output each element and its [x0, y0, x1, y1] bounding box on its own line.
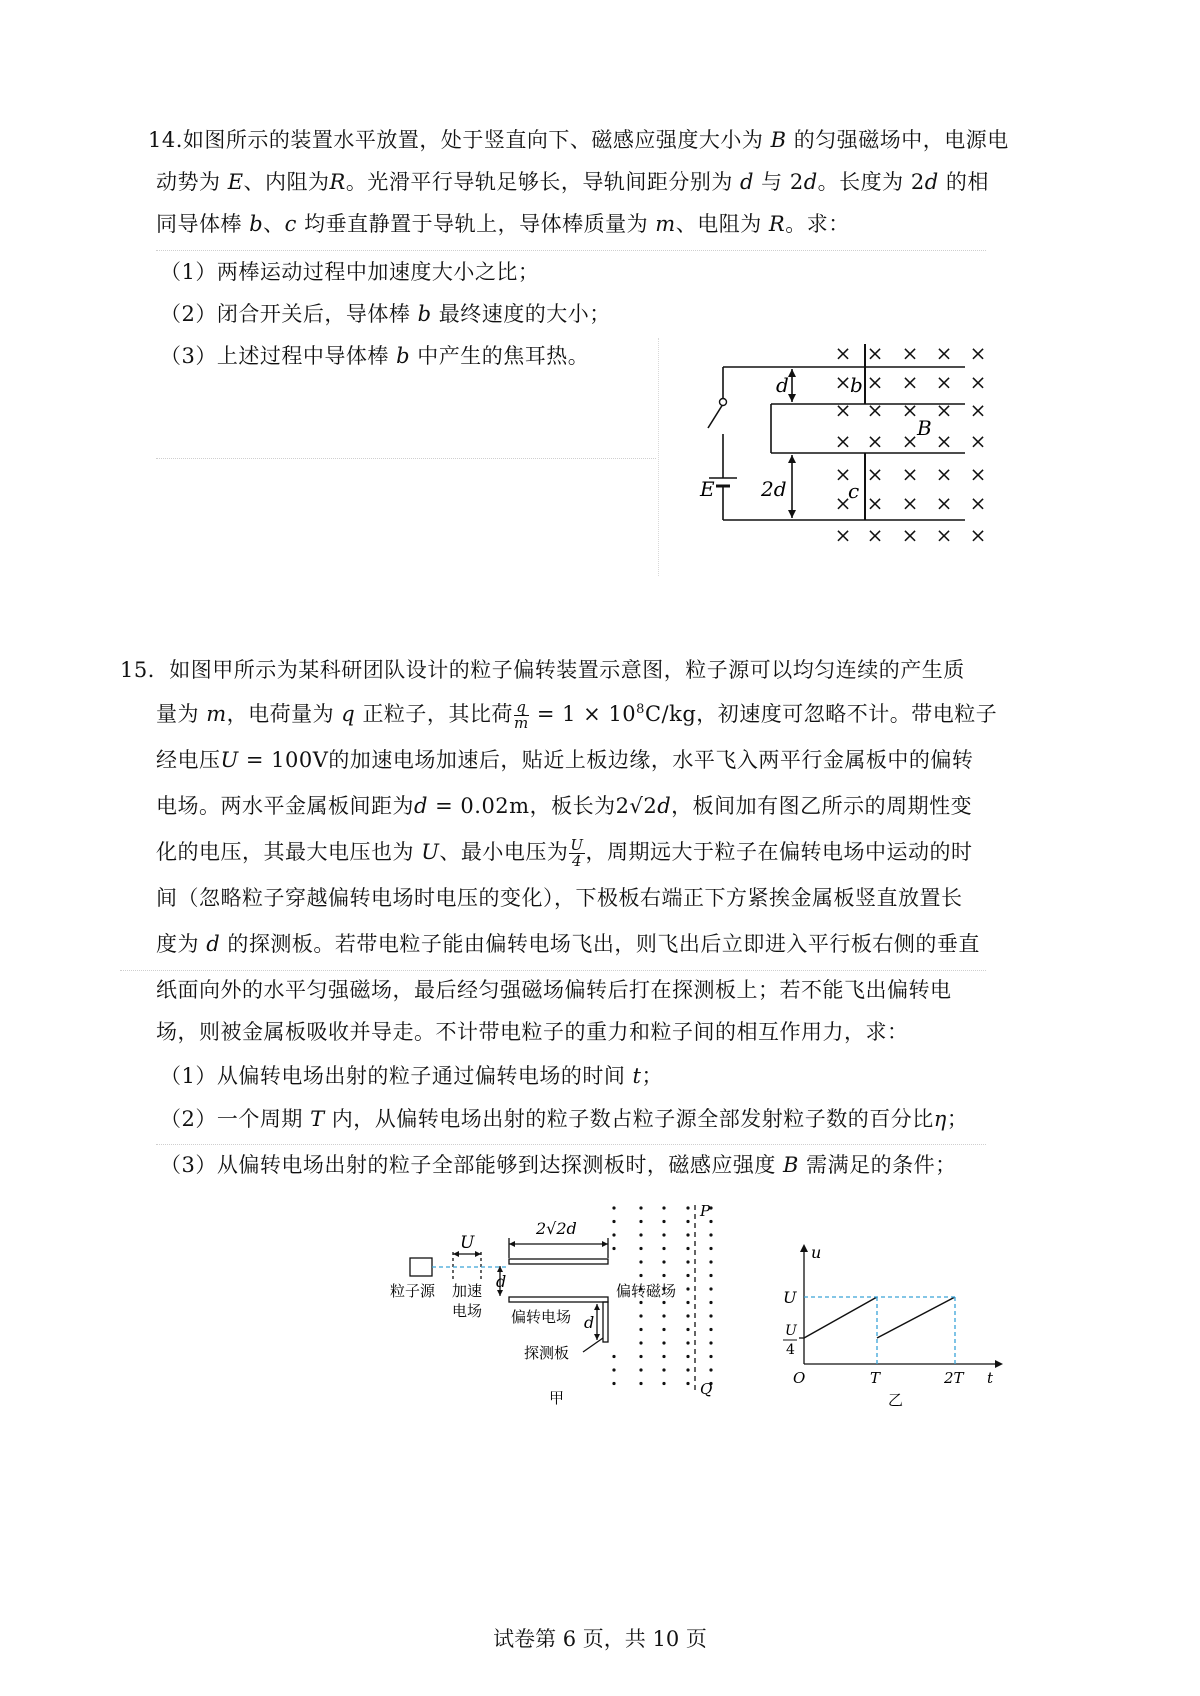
q15-l5b: 、最小电压为: [439, 840, 569, 864]
sym-B: B: [770, 128, 787, 152]
q14-s3a: （3）上述过程中导体棒: [160, 344, 389, 368]
q14-l2d: 与 2: [761, 170, 804, 194]
label-accel-1: 加速: [452, 1282, 483, 1300]
q14-l3a: 同导体棒: [156, 212, 242, 236]
q15-l4c: ，板间加有图乙所示的周期性变: [671, 794, 973, 818]
q15-l2d: = 1 × 10: [536, 702, 637, 726]
label-P: P: [700, 1202, 711, 1220]
field-cross-icon: ×: [901, 491, 919, 515]
caption-jia: 甲: [549, 1389, 565, 1407]
sym-R: R: [768, 212, 786, 236]
q15-s1b: ；: [641, 1064, 663, 1088]
field-cross-icon: ×: [935, 341, 953, 365]
q14-l3d: 。求：: [785, 212, 850, 236]
field-cross-icon: ×: [834, 341, 852, 365]
label-b: b: [850, 373, 863, 397]
caption-yi: 乙: [888, 1391, 904, 1409]
label-U-max: U: [783, 1288, 797, 1307]
frac-den: 4: [571, 852, 582, 870]
q15-l7a: 度为: [156, 932, 199, 956]
label-E: E: [700, 477, 715, 501]
q14-line-3: 同导体棒 b、c 均垂直静置于导轨上，导体棒质量为 m、电阻为 R。求：: [156, 212, 850, 236]
q14-l1-text: 14.如图所示的装置水平放置，处于竖直向下、磁感应强度大小为: [148, 128, 764, 152]
sym-U: U: [220, 748, 239, 772]
sym-d: d: [206, 932, 221, 956]
sym-m: m: [655, 212, 676, 236]
label-U: U: [460, 1233, 475, 1253]
q15-l2a: 量为: [156, 702, 199, 726]
sym-d: d: [657, 794, 672, 818]
field-cross-icon: ×: [901, 341, 919, 365]
q15-s2b: 内，从偏转电场出射的粒子数占粒子源全部发射粒子数的百分比: [331, 1107, 934, 1131]
field-cross-icon: ×: [935, 462, 953, 486]
q15-l8: 纸面向外的水平匀强磁场，最后经匀强磁场偏转后打在探测板上；若不能飞出偏转电: [156, 978, 952, 1002]
label-particle-source: 粒子源: [390, 1282, 436, 1300]
q14-l3c: 、电阻为: [675, 212, 762, 236]
label-d-gap: d: [496, 1272, 507, 1291]
q14-l2f: 的相: [945, 170, 989, 194]
q15-l2b: ，电荷量为: [226, 702, 335, 726]
q15-l1: 15．如图甲所示为某科研团队设计的粒子偏转装置示意图，粒子源可以均匀连续的产生质: [120, 658, 965, 682]
q15-s1a: （1）从偏转电场出射的粒子通过偏转电场的时间: [160, 1064, 626, 1088]
q15-l5a: 化的电压，其最大电压也为: [156, 840, 414, 864]
field-cross-icon: ×: [901, 523, 919, 547]
q15-l2c: 正粒子，其比荷: [362, 702, 513, 726]
q15-l2sup: 8: [636, 702, 645, 717]
field-cross-icon: ×: [935, 523, 953, 547]
sym-d: d: [924, 170, 939, 194]
field-cross-icon: ×: [834, 491, 852, 515]
field-cross-icon: ×: [969, 491, 987, 515]
q15-l5c: ，周期远大于粒子在偏转电场中运动的时: [585, 840, 973, 864]
sym-U: U: [421, 840, 440, 864]
sym-d: d: [414, 794, 428, 818]
field-cross-icon: ×: [834, 370, 852, 394]
q14-l2b: 、内阻为: [243, 170, 330, 194]
label-U4-num: U: [785, 1323, 797, 1339]
field-cross-icon: ×: [834, 429, 852, 453]
field-cross-icon: ×: [901, 462, 919, 486]
label-deflection-field: 偏转电场: [511, 1308, 572, 1326]
sym-m: m: [206, 702, 227, 726]
field-cross-icon: ×: [834, 398, 852, 422]
field-cross-icon: ×: [834, 523, 852, 547]
field-cross-icon: ×: [901, 429, 919, 453]
sym-b: b: [417, 302, 432, 326]
field-cross-icon: ×: [969, 398, 987, 422]
field-cross-icon: ×: [969, 341, 987, 365]
q14-l2e: 。长度为 2: [817, 170, 925, 194]
q15-s2a: （2）一个周期: [160, 1107, 303, 1131]
q14-s1: （1）两棒运动过程中加速度大小之比；: [160, 260, 540, 284]
q15-s3b: 需满足的条件；: [806, 1153, 957, 1177]
label-detector: 探测板: [524, 1344, 570, 1362]
field-cross-icon: ×: [866, 370, 884, 394]
q14-s2a: （2）闭合开关后，导体棒: [160, 302, 411, 326]
field-cross-icon: ×: [901, 370, 919, 394]
field-cross-icon: ×: [866, 398, 884, 422]
field-cross-icon: ×: [834, 462, 852, 486]
label-plate-length: 2√2d: [536, 1219, 577, 1238]
frac-den: m: [513, 714, 529, 732]
sym-R: R: [329, 170, 346, 194]
q14-l1-text-b: 的匀强磁场中，电源电: [793, 128, 1009, 152]
sym-T: T: [310, 1107, 325, 1131]
label-B: B: [917, 416, 932, 440]
sym-t: t: [632, 1064, 642, 1088]
sym-q: q: [341, 702, 356, 726]
label-Q: Q: [700, 1380, 713, 1398]
q15-s3a: （3）从偏转电场出射的粒子全部能够到达探测板时，磁感应强度: [160, 1153, 776, 1177]
sym-b: b: [249, 212, 264, 236]
label-u-axis: u: [811, 1243, 822, 1262]
frac-num: q: [514, 700, 529, 716]
field-cross-icon: ×: [866, 523, 884, 547]
label-2d: 2d: [761, 477, 787, 501]
q15-l7b: 的探测板。若带电粒子能由偏转电场飞出，则飞出后立即进入平行板右侧的垂直: [227, 932, 980, 956]
field-cross-icon: ×: [935, 370, 953, 394]
label-U4-den: 4: [786, 1342, 795, 1358]
sawtooth-ramp-1: [804, 1297, 877, 1338]
q14-l3b: 均垂直静置于导轨上，导体棒质量为: [304, 212, 649, 236]
q14-l2a: 动势为: [156, 170, 221, 194]
label-t-axis: t: [987, 1369, 994, 1387]
field-cross-icon: ×: [901, 398, 919, 422]
field-cross-icon: ×: [866, 341, 884, 365]
q14-l2c: 。光滑平行导轨足够长，导轨间距分别为: [345, 170, 733, 194]
label-2T: 2T: [944, 1369, 964, 1387]
field-cross-icon: ×: [969, 370, 987, 394]
sym-E: E: [227, 170, 244, 194]
q15-l2e: C/kg，初速度可忽略不计。带电粒子: [644, 702, 998, 726]
q14-s3b: 中产生的焦耳热。: [417, 344, 590, 368]
field-cross-icon: ×: [866, 491, 884, 515]
field-cross-icon: ×: [866, 429, 884, 453]
arrowhead: [995, 1360, 1003, 1368]
q15-l3a: 经电压: [156, 748, 221, 772]
label-T: T: [870, 1369, 881, 1387]
sym-b: b: [396, 344, 411, 368]
label-accel-2: 电场: [452, 1302, 483, 1320]
sawtooth-ramp-2: [877, 1297, 955, 1338]
label-origin: O: [793, 1369, 806, 1387]
field-cross-icon: ×: [935, 491, 953, 515]
q14-s2b: 最终速度的大小；: [438, 302, 611, 326]
arrowhead: [800, 1244, 808, 1252]
q15-l3b: = 100V的加速电场加速后，贴近上板边缘，水平飞入两平行金属板中的偏转: [245, 748, 974, 772]
field-cross-icon: ×: [935, 398, 953, 422]
q15-l9: 场，则被金属板吸收并导走。不计带电粒子的重力和粒子间的相互作用力，求：: [156, 1020, 909, 1044]
q15-s2c: ；: [946, 1107, 969, 1131]
sym-d: d: [803, 170, 818, 194]
field-cross-icon: ×: [866, 462, 884, 486]
q15-l4b: = 0.02m，板长为2√2: [435, 794, 658, 818]
sym-B: B: [783, 1153, 799, 1177]
field-cross-icon: ×: [969, 429, 987, 453]
q15-l4a: 电场。两水平金属板间距为: [156, 794, 414, 818]
frac-num: U: [570, 836, 584, 854]
label-deflection-magnet: 偏转磁场: [616, 1282, 677, 1300]
sym-c: c: [284, 212, 297, 236]
q15-l6: 间（忽略粒子穿越偏转电场时电压的变化），下极板右端正下方紧挨金属板竖直放置长: [156, 886, 963, 910]
page-footer: 试卷第 6 页，共 10 页: [493, 1627, 707, 1651]
sym-eta: η: [933, 1107, 947, 1131]
label-d: d: [776, 373, 789, 397]
label-c: c: [848, 479, 860, 503]
field-cross-icon: ×: [969, 523, 987, 547]
label-d-detector: d: [584, 1313, 595, 1332]
sym-d: d: [740, 170, 754, 194]
field-cross-icon: ×: [935, 429, 953, 453]
field-cross-icon: ×: [969, 462, 987, 486]
